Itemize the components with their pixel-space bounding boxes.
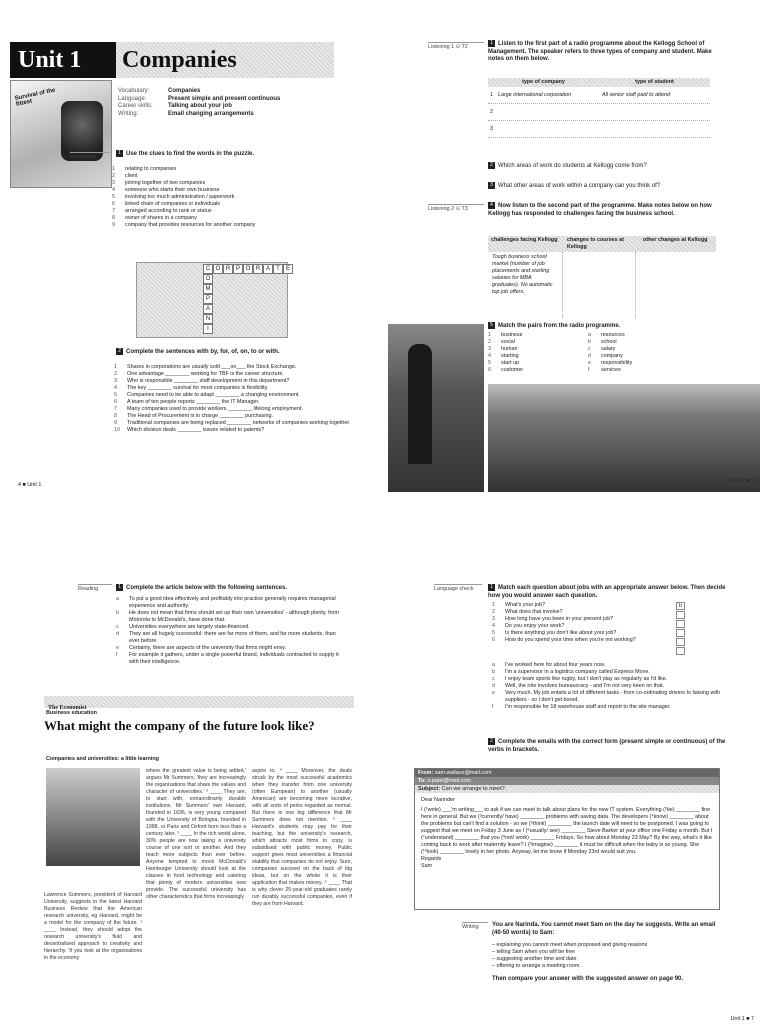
exercise-number: 2 — [116, 348, 123, 355]
option-letter: c — [116, 624, 119, 630]
match-right: responsibility — [601, 360, 633, 366]
section-label-vocabulary: Vocabulary — [70, 152, 110, 160]
exercise-number: 2 — [488, 162, 495, 169]
sentence: The key ________ survival for most companies is flexibility. — [127, 385, 269, 391]
audience-photo — [488, 384, 760, 492]
question: How do you spend your time when you're not working? — [505, 637, 636, 643]
question: What's your job? — [505, 602, 545, 608]
table-row — [488, 104, 710, 121]
exercise-number: 1 — [488, 40, 495, 47]
notes-table-1 — [488, 78, 710, 138]
listening2-instruction — [488, 202, 716, 218]
answer-text: I'm a supervisor in a logistics company called Express Move. — [505, 669, 650, 675]
topic-label: Language: — [118, 95, 147, 102]
article-col-3: aspire to. ⁴ ____ Moreover, the deals struck by the most successful academics when they transfer from one university (often European) to another (usually American) are becoming more lucrative, with all sorts of perks regarded as normal. But there is one big difference that Mr Summers does not mention. ⁵ ____ Harvard's students may pay for their teaching, but the university's research, which attracts most firms to copy, is subsidised with public money. Public support gives most universities a financial stability that companies do not enjoy. Sure, companies succeed on the back of big ideas, but on the whole it is their application that makes money. ⁶ ____ That is why clever 25-year-old graduates rarely run durably successful companies, even if they are from Harvard. — [252, 768, 352, 907]
option-text: Universities everywhere are largely state-financed. — [129, 624, 250, 630]
question-2 — [488, 162, 728, 171]
page-top-left — [8, 34, 376, 492]
sentences-instruction — [116, 348, 366, 357]
match-left: starting — [501, 353, 519, 359]
sentence: One advantage ________ working for TBF is the career structure. — [127, 371, 284, 377]
lang-check-instruction — [488, 584, 728, 600]
option-letter: e — [116, 645, 119, 651]
bullet: – offering to arrange a meeting room. — [492, 963, 581, 969]
email-from-row — [415, 769, 719, 777]
answer-box[interactable]: b — [676, 602, 685, 610]
exercise-number: 3 — [488, 182, 495, 189]
instruction-text: Complete the emails with the correct form (present simple or continuous) of the verbs in brackets. — [488, 739, 726, 753]
bullet-text: telling Sam when you will be free — [496, 949, 576, 955]
email-signature: Sam — [421, 863, 433, 869]
conference-photo — [388, 324, 484, 492]
reading-instruction — [116, 584, 366, 593]
puzzle-letter: E — [283, 264, 293, 274]
topic-label: Vocabulary: — [118, 88, 150, 94]
option-letter: b — [116, 610, 119, 616]
page-bottom-left — [8, 572, 376, 1024]
instruction-text: What other areas of work within a company can you think of? — [498, 183, 661, 190]
exercise-number: 2 — [488, 738, 495, 745]
option-letter: a — [116, 596, 119, 602]
answer-text: I enjoy team sports like rugby, but I don't play as regularly as I'd like. — [505, 676, 668, 682]
bullet-text: explaining you cannot meet when proposed and giving reasons — [496, 942, 648, 948]
clue: joining together of two companies — [125, 180, 206, 186]
row-number: 2 — [490, 108, 493, 115]
emails-instruction — [488, 738, 728, 754]
lang-check-questions: 1 What's your job? 2 What does that involve? 3 How long have you been in your present job? 4 Do you enjoy your work? 5 Is there anything you don't like about your job? 6 How do you spend your time when you're not working? — [492, 602, 636, 643]
article-col-2: where the greatest value is being added,' argues Mr Summers, 'they are increasingly the organisations that share the values and character of universities.' ² ____ They are, to start with, extraordinarily durable institutions. Mr Summers' own Harvard, founded in 1636, is very young compared with the University of Bologna, founded in 1088, or Paris and Oxford born less than a century later. ³ ____ In the rich world alone, 30% people are now taking a university course of one sort or another. And they teach more subjects than ever before. Anyone tempted to mock McDonald's Hamburger University should look at the classes in food technology and catering that plenty of modern universities now provide. The successful university has other characteristics that firms increasingly — [146, 768, 246, 900]
puzzle-letter: C — [203, 264, 213, 274]
from-label: From: — [418, 770, 434, 776]
page-top-right — [388, 34, 762, 492]
sentence: Traditional companies are being replaced ________ networks of companies working together. — [127, 420, 351, 426]
speaker-figure — [408, 344, 432, 464]
table-header: other changes at Kellogg — [643, 237, 708, 243]
article-headline: What might the company of the future look like? — [44, 718, 315, 733]
email-window — [414, 768, 720, 910]
lang-check-answers — [492, 662, 732, 711]
sentence: A team of ten people reports ________ the IT Manager. — [127, 399, 260, 405]
article-subhead: Companies and universities: a little learning — [46, 756, 159, 762]
section-label-writing: Writing — [462, 922, 488, 930]
instruction-text: Now listen to the second part of the programme. Make notes below on how Kellogg has responded to challenges facing the business school. — [488, 203, 712, 217]
writing-closing: Then compare your answer with the suggested answer on page 90. — [492, 976, 684, 982]
subject-label: Subject: — [418, 786, 441, 792]
instruction-text: Which areas of work do students at Kellogg come from? — [498, 163, 647, 170]
unit-badge: Unit 1 — [10, 42, 120, 78]
answer-letter: a — [492, 662, 495, 668]
publication-bar — [44, 696, 354, 711]
puzzle-letter: N — [203, 314, 213, 324]
match-left: social — [501, 339, 515, 345]
topic-value: Talking about your job — [168, 103, 232, 110]
article-category: Business education — [46, 710, 97, 716]
page-footer: Unit 1 ■ 5 — [730, 478, 754, 484]
answer-box[interactable] — [676, 611, 685, 619]
exercise-number: 1 — [116, 584, 123, 591]
page-bottom-right — [388, 572, 762, 1024]
instruction-text: Match each question about jobs with an appropriate answer below. Then decide how you would answer each question. — [488, 585, 726, 599]
notes-table-2 — [488, 236, 716, 318]
instruction-text: Use the clues to find the words in the puzzle. — [126, 151, 255, 158]
email-regards: Regards — [421, 856, 442, 862]
topic-value: Companies — [168, 88, 201, 94]
match-right: salary — [601, 346, 616, 352]
email-body-text: I (¹write) ___'m writing___ to ask if we can meet to talk about plans for the new IT system. Everything (²be) ________ fine here in general. But we (³currently/ have) ________ problems with saving data. The developers (⁴know) ________ about the problems but can't find a solution - so we (⁵think) ________ the launch date will need to be postponed. I was going to suggest that we meet on Friday 3 June as I (⁶usually/ see) ________ Steve Barker at your office one Friday a month. But I (⁷understand) ________ that you (⁸not/ work) ________ Fridays. So how about Monday 23 May? By the way, what's it like coming back to work after maternity leave? I (⁹imagine) ________ it must be difficult when the baby is so young. She (¹⁰look) ________ lovely in her photo. Anyway, let me know if Monday 23rd would suit you. — [421, 807, 713, 855]
match-letter: b — [588, 339, 591, 345]
puzzle-letter: T — [273, 264, 283, 274]
instruction-text: Complete the article below with the following sentences. — [126, 585, 288, 592]
clue: relating to companies — [125, 166, 177, 172]
clue: client — [125, 173, 138, 179]
bullet: – explaining you cannot meet when proposed and giving reasons — [492, 942, 648, 948]
to-value: n.patel@mail.com — [427, 778, 471, 784]
vocab-instruction — [116, 150, 366, 159]
match-letter: c — [588, 346, 591, 352]
page-footer: 4 ■ Unit 1 — [18, 482, 42, 488]
puzzle-letter: M — [203, 284, 213, 294]
email-to-row — [415, 777, 719, 785]
answer-box[interactable] — [676, 647, 685, 655]
subject-value: Can we arrange to meet? — [441, 786, 505, 792]
clue: owner of shares in a company — [125, 215, 197, 221]
instruction-text: Match the pairs from the radio programme. — [498, 323, 621, 330]
unit-title: Companies — [122, 47, 237, 73]
table-header: type of student — [635, 79, 674, 85]
answer-text: Very much. My job entails a lot of different tasks - from co-ordinating drivers to liaising with suppliers - so I don't get bored. — [505, 690, 721, 703]
answer-box[interactable] — [676, 638, 685, 646]
question: Do you enjoy your work? — [505, 623, 565, 629]
crossword-puzzle — [136, 262, 288, 338]
match-left: human — [501, 346, 518, 352]
instruction-text: Listen to the first part of a radio programme about the Kellogg School of Management. The speaker refers to three types of company and student. Make notes on them below. — [488, 41, 712, 63]
match-left: start up — [501, 360, 519, 366]
answer-letter: f — [492, 704, 494, 710]
table-header: type of company — [522, 79, 565, 85]
option-letter: d — [116, 631, 119, 637]
clue: involving too much administration / paperwork — [125, 194, 235, 200]
book-cover-text: Survival of the fittest — [14, 87, 56, 108]
table-row — [488, 121, 710, 138]
match-instruction — [488, 322, 728, 331]
sentence: Companies need to be able to adapt ________ a changing environment. — [127, 392, 300, 398]
section-label-listening1: Listening 1 ⊙ T2 — [428, 42, 484, 50]
topic-value: Email changing arrangements — [168, 110, 254, 117]
section-label-language-check: Language check — [434, 584, 482, 592]
puzzle-letter: A — [263, 264, 273, 274]
publication-name: The Economist — [48, 705, 87, 711]
topic-label: Career skills: — [118, 103, 153, 110]
row-number: 1 — [490, 91, 493, 98]
bullet: – suggesting another time and date — [492, 956, 577, 962]
from-value: sam.wallace@mail.com — [434, 770, 492, 776]
puzzle-letter: I — [203, 324, 213, 334]
match-letter: d — [588, 353, 591, 359]
match-letter: e — [588, 360, 591, 366]
puzzle-letter: A — [203, 304, 213, 314]
writing-instruction: You are Narinda. You cannot meet Sam on the day he suggests. Write an email (40-50 words) to Sam: — [492, 922, 716, 936]
sentence: Which division deals ________ issues related to patents? — [127, 427, 265, 433]
company-type: Large international corporation — [498, 91, 572, 98]
puzzle-letter: O — [243, 264, 253, 274]
to-label: To: — [418, 778, 426, 784]
match-right: services — [601, 367, 621, 373]
writing-bullets — [492, 942, 722, 970]
email-greeting: Dear Narinder — [421, 797, 455, 803]
answer-text: I'm responsible for 18 warehouse staff and report to the site manager. — [505, 704, 671, 710]
table-cell: Tough business school market (number of job placements and starting salaries for MBA graduates). No automatic top job offers. — [488, 252, 563, 318]
match-left: customer — [501, 367, 524, 373]
answer-text: I've worked here for about four years now. — [505, 662, 606, 668]
puzzle-letter: P — [233, 264, 243, 274]
listening1-instruction — [488, 40, 716, 64]
exercise-number: 1 — [116, 150, 123, 157]
question: Is there anything you don't like about your job? — [505, 630, 617, 636]
question: What does that involve? — [505, 609, 563, 615]
sentence: Many companies used to provide workers ________ lifelong employment. — [127, 406, 303, 412]
email-subject-row — [415, 785, 719, 793]
option-text: To put a good idea effectively and profitably into practice generally requires managerial experience and authority. — [129, 596, 336, 609]
puzzle-letter: P — [203, 294, 213, 304]
email-body — [415, 793, 719, 874]
exercise-number: 5 — [488, 322, 495, 329]
match-list: 1 business 2 social 3 human 4 starting 5 start up 6 customer a resources b school c salary d company e responsibility f services — [488, 332, 633, 373]
bullet-text: suggesting another time and date — [496, 956, 577, 962]
option-letter: f — [116, 652, 118, 658]
clue: someone who starts their own business — [125, 187, 220, 193]
clue: company that provides resources for another company — [125, 222, 256, 228]
match-letter: a — [588, 332, 591, 338]
topic-value: Present simple and present continuous — [168, 95, 281, 102]
clue-list: 1 relating to companies 2 client 3 joining together of two companies 4 someone who starts their own business 5 involving too much administration / paperwork 6 linked chain of companies or individuals 7 arranged according to rank or status 8 owner of shares in a company 9 company that provides resources for another company — [112, 166, 256, 228]
row-number: 3 — [490, 125, 493, 132]
topics-list — [118, 88, 368, 118]
answer-boxes — [676, 602, 684, 655]
answer-text: Well, the role involves bureaucracy - and I'm not very keen on that. — [505, 683, 665, 689]
reading-options — [116, 596, 346, 666]
answer-letter: c — [492, 676, 495, 682]
bullet: – telling Sam when you will be free — [492, 949, 576, 955]
bullet-text: offering to arrange a meeting room. — [496, 963, 581, 969]
match-left: business — [501, 332, 523, 338]
exercise-number: 1 — [488, 584, 495, 591]
puzzle-letter: O — [213, 264, 223, 274]
book-cover-image — [10, 80, 112, 188]
article-photo — [46, 768, 140, 866]
section-label-reading: Reading — [78, 584, 112, 592]
option-text: For example it gathers, under a single powerful brand, individuals contracted to supply it with their intelligence. — [129, 652, 339, 665]
puzzle-letter: R — [223, 264, 233, 274]
sentence: Shares in corporations are usually sold ___on___ the Stock Exchange. — [127, 364, 297, 370]
answer-letter: e — [492, 690, 495, 696]
puzzle-letter: R — [253, 264, 263, 274]
answer-letter: b — [492, 669, 495, 675]
match-letter: f — [588, 367, 590, 373]
sentence: The Head of Procurement is in charge ________ purchasing. — [127, 413, 273, 419]
match-right: school — [601, 339, 617, 345]
match-right: company — [601, 353, 623, 359]
table-row — [488, 87, 710, 104]
answer-box[interactable] — [676, 629, 685, 637]
article-col-1: Lawrence Summers, president of Harvard University, suggests in the latest Harvard Business Review that the American research university, eg Harvard, might be a model for the company of the future. ¹ ____ Instead, they should adopt the research university's fluid and decentralised approach to creativity and hierarchy. 'If you look at the organisations in the economy — [44, 892, 142, 961]
page-footer: Unit 1 ■ 7 — [730, 1016, 754, 1022]
clue: arranged according to rank or status — [125, 208, 212, 214]
question-3 — [488, 182, 728, 191]
puzzle-letter: O — [203, 274, 213, 284]
answer-letter: d — [492, 683, 495, 689]
instruction-text: Complete the sentences with by, for, of, on, to or with. — [126, 349, 280, 356]
clue: linked chain of companies or individuals — [125, 201, 220, 207]
match-right: resources — [601, 332, 625, 338]
option-text: He does not mean that firms should set up their own 'universities' - although plenty, from Motorola to McDonald's, have done that. — [129, 610, 339, 623]
answer-box[interactable] — [676, 620, 685, 628]
section-label-listening2: Listening 2 ⊙ T3 — [428, 204, 484, 212]
option-text: Certainly, there are aspects of the university that firms might envy. — [129, 645, 287, 651]
table-header: changes to courses at Kellogg — [567, 237, 624, 250]
sentence: Who is responsible ________ staff development in this department? — [127, 378, 290, 384]
option-text: They are all hugely successful: there are far more of them, and far more students, than ever before. — [129, 631, 336, 644]
table-header: challenges facing Kellogg — [491, 237, 558, 243]
exercise-number: 4 — [488, 202, 495, 209]
question: How long have you been in your present job? — [505, 616, 614, 622]
topic-label: Writing: — [118, 110, 139, 117]
student-type: All senior staff paid to attend — [602, 91, 671, 98]
sentences-list: 1 Shares in corporations are usually sold ___on___ the Stock Exchange. 2 One advantage ________ working for TBF is the career structure. 3 Who is responsible ________ staff development in this department? 4 The key ________ survival for most companies is flexibility. 5 Companies need to be able to adapt ________ a changing environment. 6 A team of ten people reports ________ the IT Manager. 7 Many companies used to provide workers ________ lifelong employment. 8 The Head of Procurement is in charge ________ purchasing. 9 Traditional companies are being replaced ________ networks of companies working together. 10 Which division deals ________ issues related to patents? — [114, 364, 351, 433]
